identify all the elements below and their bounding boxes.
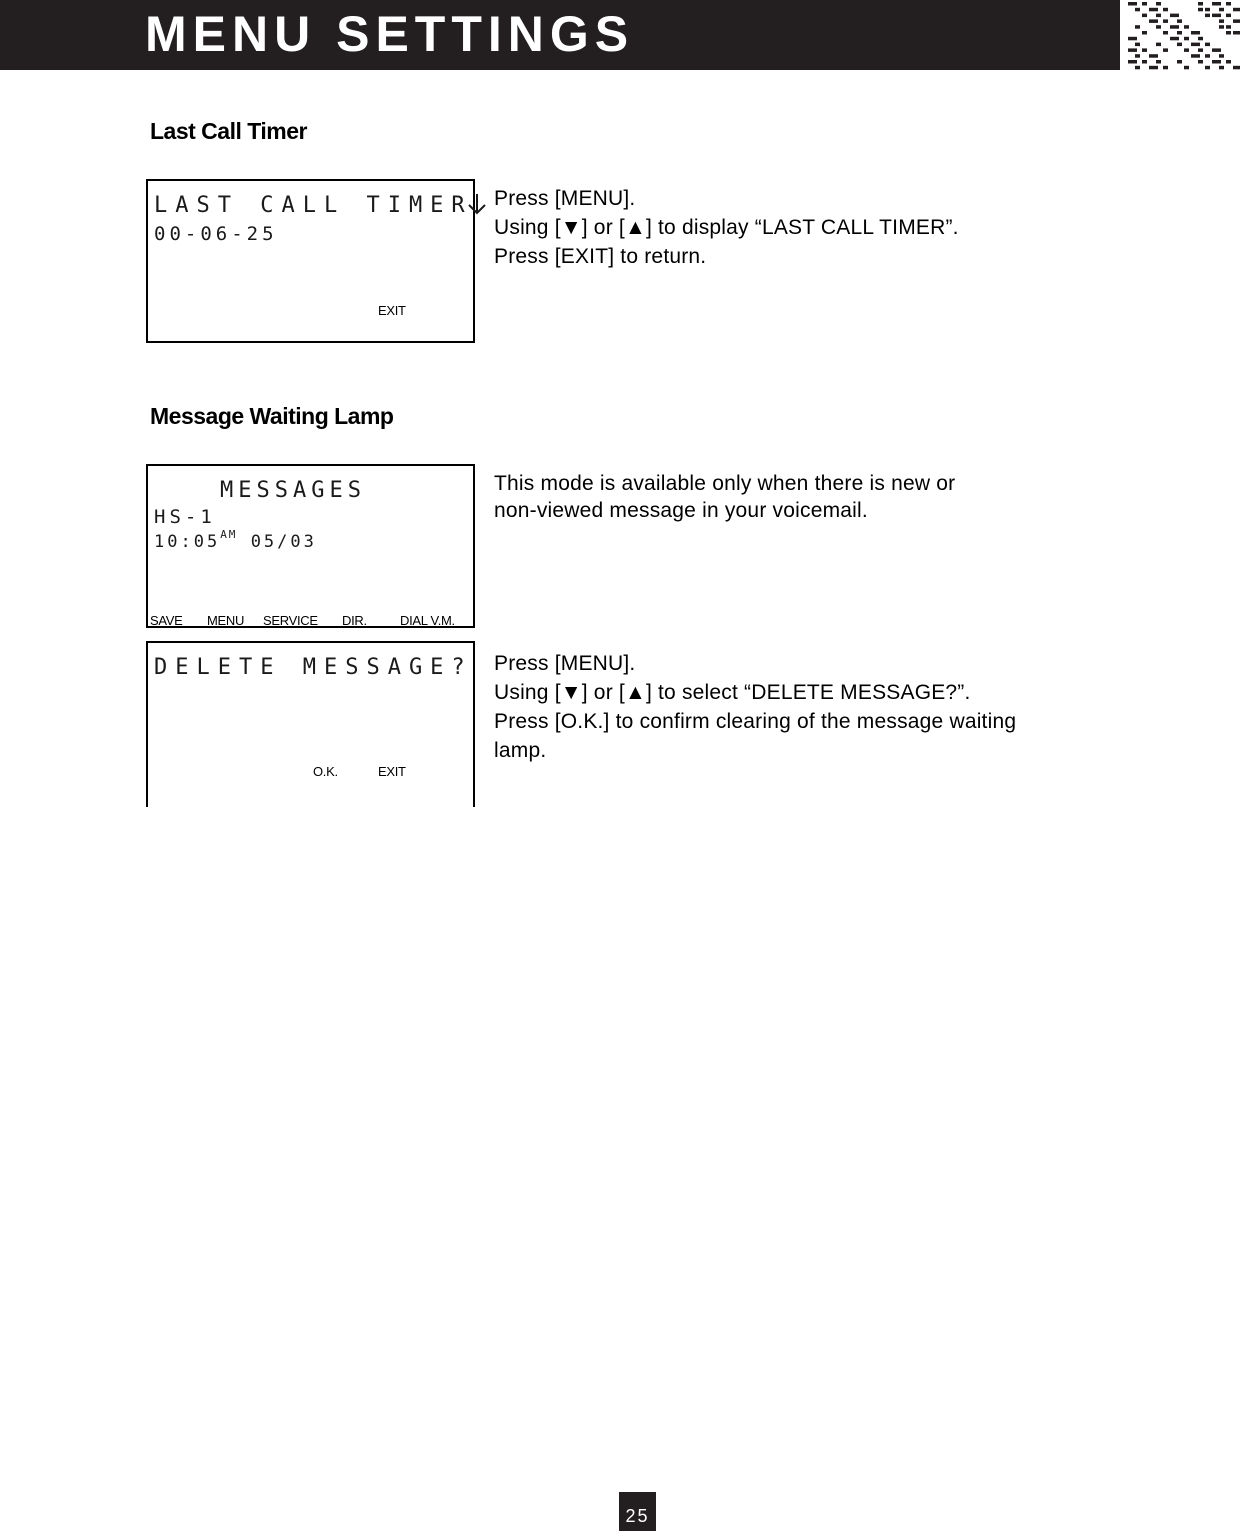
softkey-dial-vm[interactable]: DIAL V.M. — [400, 613, 455, 628]
instruction-line: Using [▼] or [▲] to display “LAST CALL TIMER”. — [494, 216, 959, 239]
lcd-screen-last-call-timer — [146, 179, 475, 343]
page-title: MENU SETTINGS — [145, 6, 635, 62]
lcd-date: 05/03 — [250, 532, 317, 552]
instruction-line: Press [O.K.] to confirm clearing of the message waiting — [494, 710, 1017, 733]
softkey-exit[interactable]: EXIT — [378, 764, 406, 779]
instruction-line: lamp. — [494, 739, 547, 762]
page-number: 25 — [619, 1492, 656, 1531]
lcd-line-delete-message: DELETE MESSAGE? — [154, 655, 473, 680]
softkey-menu[interactable]: MENU — [207, 613, 245, 628]
lcd-line-duration: 00-06-25 — [154, 223, 278, 245]
lcd-screen-messages — [146, 464, 475, 628]
lcd-line-time-date — [154, 528, 317, 552]
softkey-ok[interactable]: O.K. — [313, 764, 338, 779]
lcd-line-title — [154, 193, 487, 218]
lcd-time: 10:05 — [154, 532, 221, 552]
checker-pattern-icon — [1126, 0, 1240, 72]
instruction-line: Press [MENU]. — [494, 652, 636, 675]
softkey-save[interactable]: SAVE — [150, 613, 183, 628]
lcd-title-text: LAST CALL TIMER — [154, 193, 473, 218]
instructions-delete-message — [494, 649, 1124, 765]
lcd-line-messages: MESSAGES — [220, 478, 366, 503]
lcd-line-handset: HS-1 — [154, 506, 216, 528]
lcd-screen-delete-message — [146, 641, 475, 807]
down-arrow-icon — [467, 192, 487, 216]
instructions-last-call-timer — [494, 184, 1124, 271]
instructions-message-waiting — [494, 470, 1124, 524]
softkey-exit[interactable]: EXIT — [378, 303, 406, 318]
section-heading-last-call-timer: Last Call Timer — [150, 118, 307, 144]
instruction-line: Press [EXIT] to return. — [494, 245, 707, 268]
section-heading-message-waiting-lamp: Message Waiting Lamp — [150, 403, 394, 429]
instruction-line: Press [MENU]. — [494, 187, 636, 210]
lcd-ampm: AM — [220, 528, 238, 541]
instruction-line: Using [▼] or [▲] to select “DELETE MESSAGE?”. — [494, 681, 971, 704]
softkey-dir[interactable]: DIR. — [342, 613, 367, 628]
instruction-line: This mode is available only when there is new or — [494, 472, 956, 495]
softkey-service[interactable]: SERVICE — [263, 613, 318, 628]
instruction-line: non-viewed message in your voicemail. — [494, 499, 868, 522]
